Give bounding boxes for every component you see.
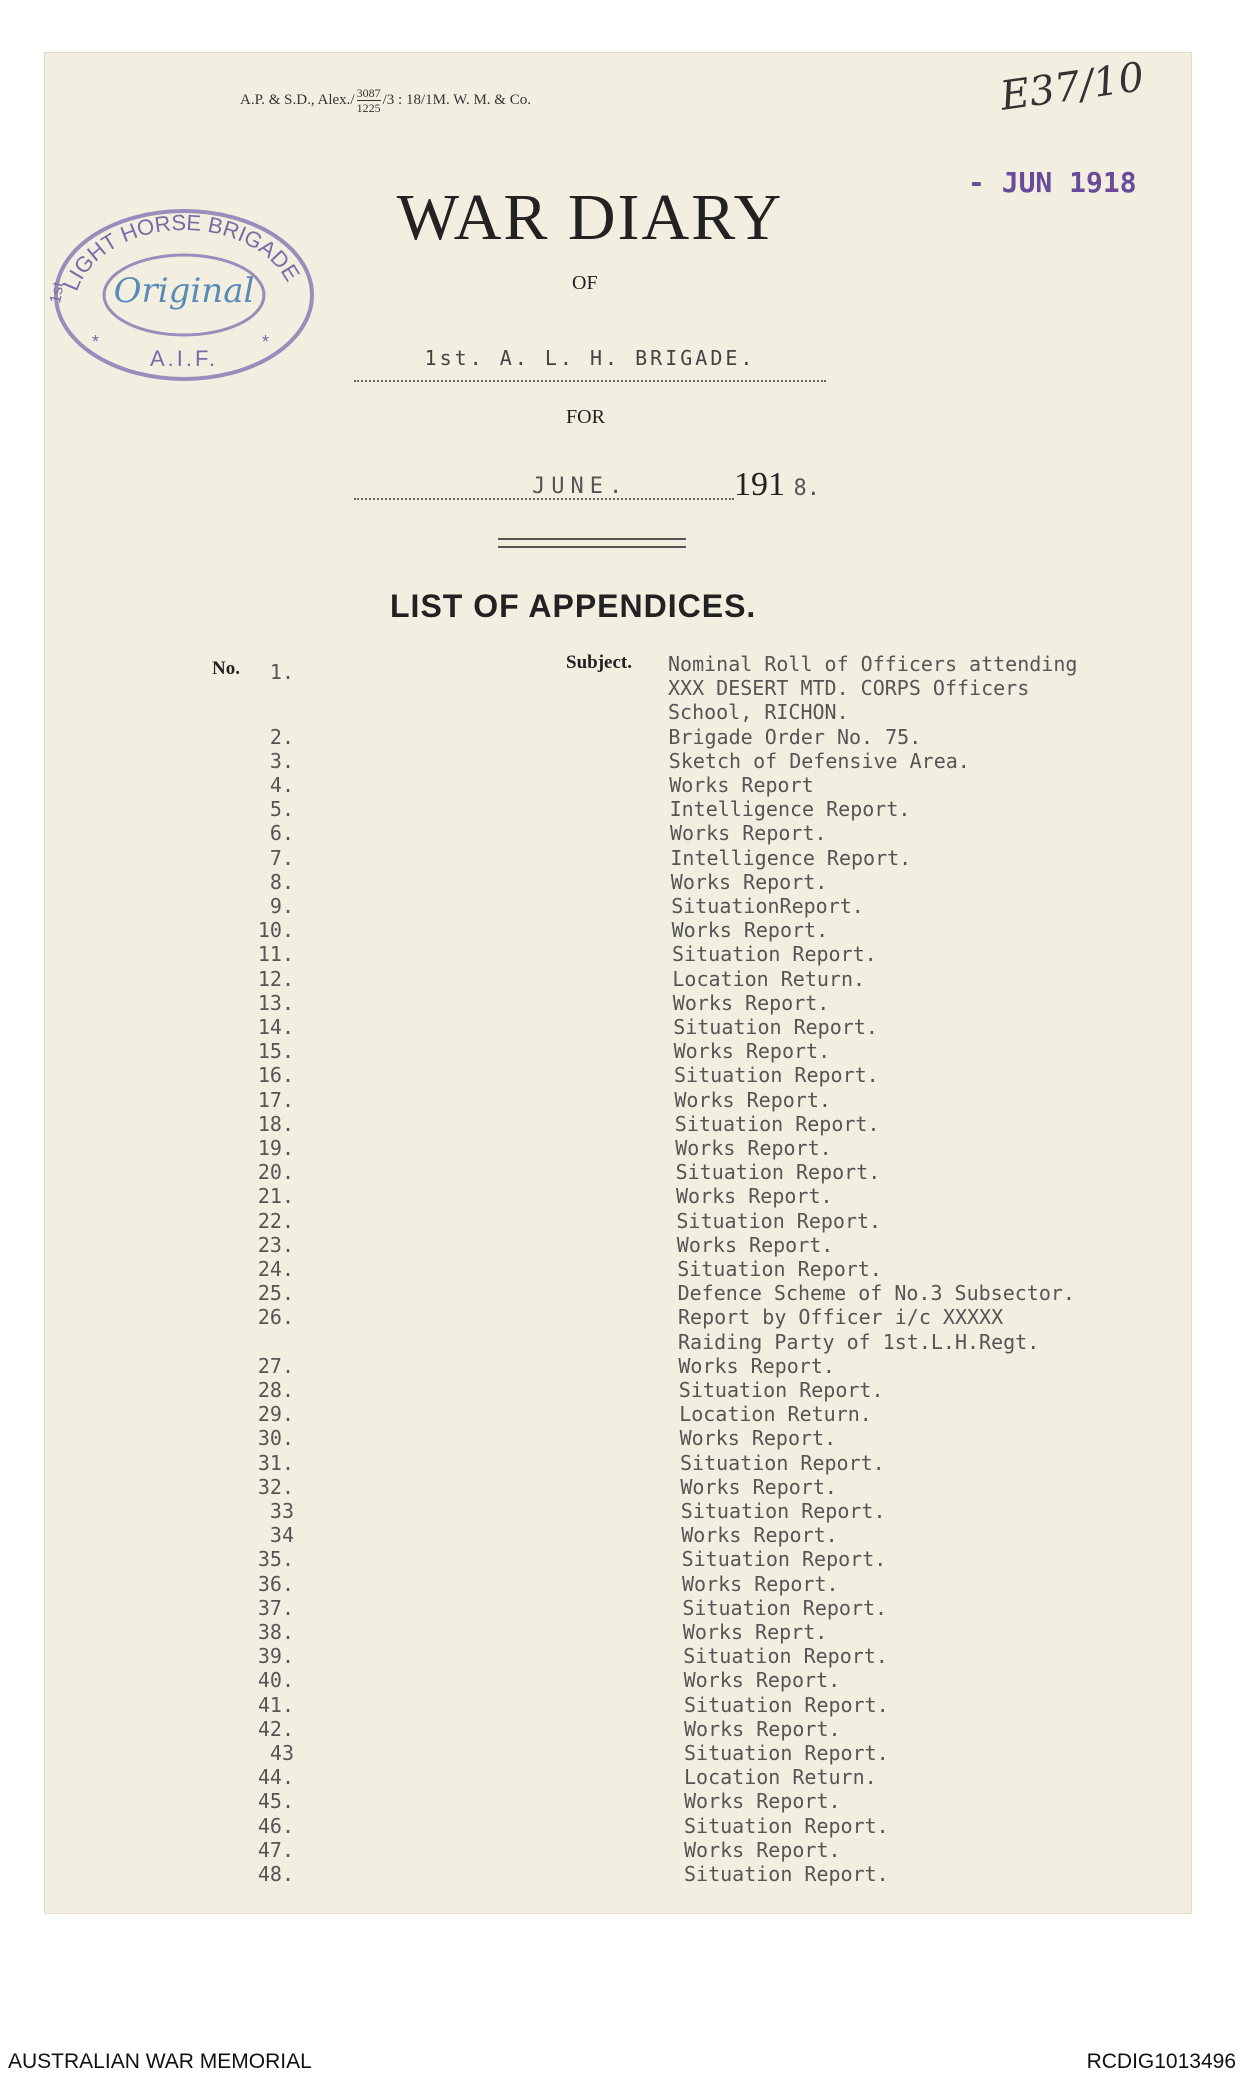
appendix-subject: Works Report. [680,1474,837,1499]
appendix-number: 32. [257,1474,294,1499]
appendix-number: 40. [257,1668,294,1693]
appendix-number: 25. [257,1281,294,1306]
appendix-subject: Situation Report. [678,1378,884,1402]
appendix-subject: Situation Report. [675,1160,881,1185]
appendix-number: 20. [257,1160,294,1185]
appendix-subject: Works Report. [675,1136,832,1160]
printer-denominator: 1225 [356,101,381,115]
appendix-subject: Location Return. [684,1765,877,1790]
seal-middle-text: Original [113,271,255,311]
year-printed: 191 [734,466,785,503]
appendix-subject: Situation Report. [674,1063,879,1088]
appendix-number: 33 [269,1499,294,1523]
subject-header: Subject. [566,652,632,673]
appendix-number: 2. [269,724,294,749]
appendix-subject: Situation Report. [684,1862,889,1886]
appendix-subject: Works Reprt. [682,1620,828,1644]
for-label: FOR [566,406,605,428]
appendix-number: 17. [257,1087,294,1112]
appendix-number: 1. [269,660,294,684]
appendix-subject: Raiding Party of 1st.L.H.Regt. [678,1329,1040,1354]
of-label: OF [572,272,598,294]
appendix-number: 4. [269,773,294,797]
appendix-number: 47. [257,1837,294,1862]
appendix-subject: Brigade Order No. 75. [668,724,922,749]
year-typed: 8. [793,476,820,501]
appendix-subject: Intelligence Report. [669,797,911,822]
appendix-number: 6. [269,821,294,846]
appendix-number: 46. [257,1813,294,1838]
appendix-number: 18. [257,1111,294,1136]
printer-imprint [240,86,531,115]
appendix-subject: Situation Report. [677,1257,882,1281]
appendix-number: 14. [257,1015,294,1039]
appendix-subject: Works Report. [674,1087,831,1112]
appendix-number: 15. [257,1039,294,1064]
appendix-number: 19. [257,1136,294,1160]
seal-top-text: LIGHT HORSE BRIGADE [58,209,305,295]
double-rule-divider [498,538,686,548]
appendix-number: 45. [257,1789,294,1814]
appendix-subject: Works Report. [673,1039,831,1064]
appendix-subject: SituationReport. [671,894,864,918]
appendix-number: 44. [257,1765,294,1790]
appendix-subject: Defence Scheme of No.3 Subsector. [677,1281,1075,1306]
appendix-subject: Situation Report. [684,1741,889,1765]
seal-bottom-text: A.I.F. [149,346,219,371]
appendix-subject: Situation Report. [672,942,877,967]
appendix-subject: School, RICHON. [668,700,849,725]
appendix-number: 7. [269,845,294,870]
appendix-subject: Nominal Roll of Officers attending [668,652,1078,676]
appendix-number: 23. [257,1232,294,1257]
brigade-seal-stamp [44,200,318,386]
appendix-subject: Works Report. [681,1523,838,1548]
appendix-subject: Works Report. [671,918,829,943]
appendix-subject: Works Report. [684,1837,841,1862]
appendix-number: 11. [257,942,294,967]
appendix-subject: Situation Report. [680,1450,885,1475]
appendix-number: 30. [257,1426,294,1451]
appendix-number: 12. [257,966,294,991]
appendix-subject: Works Report. [670,869,828,894]
footer-record-id: RCDIG1013496 [1086,2050,1236,2073]
printer-suffix: /3 : 18/1M. W. M. & Co. [382,91,531,108]
appendix-number: 21. [257,1184,294,1209]
appendix-subject: Situation Report. [682,1595,888,1620]
appendix-subject: Situation Report. [684,1813,889,1838]
appendix-number: 34 [269,1523,294,1548]
appendix-number: 42. [257,1716,294,1741]
appendix-subject: Works Report. [676,1184,833,1209]
appendix-number: 48. [257,1862,294,1886]
appendix-subject: Works Report. [684,1789,841,1814]
appendix-number: 31. [257,1450,294,1475]
appendix-subject: Works Report [669,773,814,797]
appendix-number: 28. [257,1378,294,1402]
appendix-subject: Situation Report. [684,1692,889,1717]
seal-star-left: * [92,332,100,352]
appendix-subject: Situation Report. [676,1208,882,1233]
appendix-subject: Situation Report. [673,1015,878,1039]
printer-numerator: 3087 [356,86,381,100]
appendix-subject: Works Report. [679,1426,837,1451]
appendix-subject: Works Report. [683,1668,841,1693]
seal-star-right: * [262,332,270,352]
list-title: LIST OF APPENDICES. [390,588,757,624]
seal-numeral: 1st [47,280,68,305]
unit-name: 1st. A. L. H. BRIGADE. [354,346,826,382]
appendix-number: 8. [269,869,294,894]
appendix-subject: Works Report. [682,1571,839,1596]
printer-fraction [357,86,381,115]
year-value [734,466,820,504]
appendix-number: 41. [257,1692,294,1717]
appendix-subject: Situation Report. [683,1644,888,1669]
appendix-number: 9. [269,894,294,918]
appendix-number: 10. [257,918,294,943]
appendix-subject: Works Report. [676,1232,834,1257]
appendix-number: 38. [257,1620,294,1644]
appendix-subject: Situation Report. [680,1499,886,1523]
appendix-number: 37. [257,1595,294,1620]
appendix-number: 35. [257,1547,294,1572]
appendix-number: 5. [269,797,294,822]
appendix-subject: Works Report. [684,1716,841,1741]
appendix-subject: Sketch of Defensive Area. [668,748,970,773]
document-title: WAR DIARY [396,181,784,254]
footer-archive-name: AUSTRALIAN WAR MEMORIAL [8,2050,312,2073]
number-header: No. [212,658,240,679]
appendix-subject: XXX DESERT MTD. CORPS Officers [668,676,1030,701]
appendix-number: 16. [257,1063,294,1088]
appendix-number: 13. [257,990,294,1015]
appendix-number: 24. [257,1257,294,1281]
month-value: JUNE. [532,474,629,499]
appendix-subject: Situation Report. [674,1111,880,1136]
appendix-subject: Report by Officer i/c XXXXX [678,1305,1004,1330]
appendix-number: 36. [257,1571,294,1596]
appendix-number: 22. [257,1208,294,1233]
appendix-subject: Location Return. [679,1402,872,1427]
handwritten-reference: E37/10 [997,54,1147,120]
appendix-number: 39. [257,1644,294,1669]
appendix-subject: Works Report. [672,990,830,1015]
date-stamp: - JUN 1918 [968,166,1137,199]
appendix-subject: Works Report. [670,821,827,846]
appendix-number: 27. [257,1353,294,1378]
appendix-number: 29. [257,1402,294,1427]
appendix-number: 43 [269,1741,294,1765]
appendix-number: 3. [269,748,294,773]
printer-prefix: A.P. & S.D., Alex./ [240,91,355,108]
appendix-subject: Location Return. [672,966,866,991]
appendix-subject: Situation Report. [681,1547,887,1572]
appendix-number: 26. [257,1305,294,1330]
appendix-subject: Intelligence Report. [670,845,912,870]
appendix-subject: Works Report. [678,1353,835,1378]
